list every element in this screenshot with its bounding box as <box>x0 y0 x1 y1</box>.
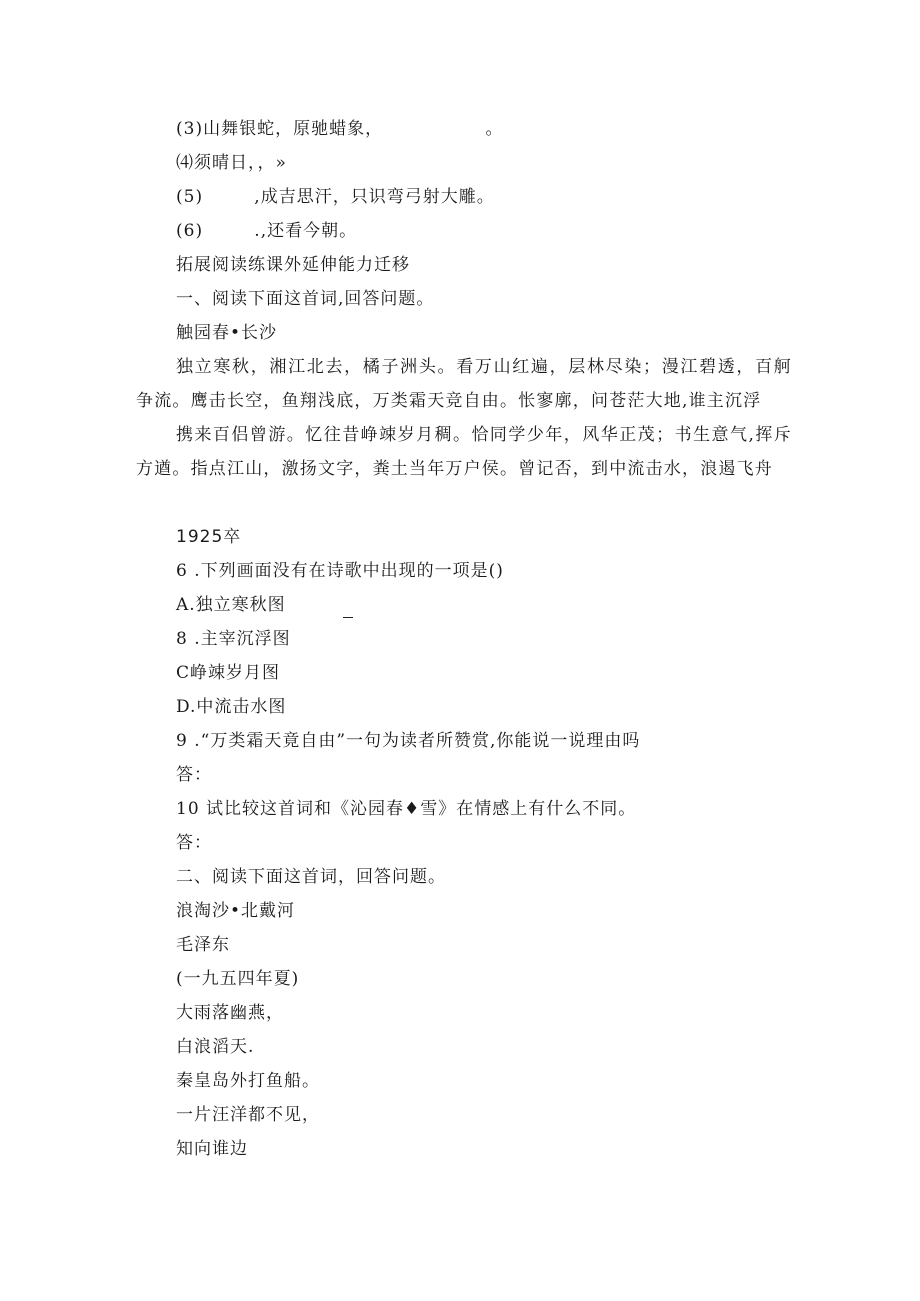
option-b: 8 .主宰沉浮图 <box>176 629 291 649</box>
fill-blank-line-3: (3)山舞银蛇，原驰蜡象， 。 <box>176 119 504 139</box>
poem1-paragraph-1: 独立寒秋，湘江北去，橘子洲头。看万山红遍，层林尽染；漫江碧透，百舸争流。鹰击长空，鱼翔浅底，万类霜天竞自由。怅寥廓，问苍茫大地,谁主沉浮 <box>136 357 792 411</box>
answer-9-label: 答： <box>176 765 212 785</box>
fill-blank-line-4: ⑷须晴日，，» <box>176 153 287 173</box>
option-d: D.中流击水图 <box>176 697 287 717</box>
poem-verse: 一片汪洋都不见， <box>176 1105 320 1125</box>
reading-instruction-2: 二、阅读下面这首词，回答问题。 <box>176 867 446 887</box>
answer-blank <box>343 603 353 618</box>
question-6: 6 .下列画面没有在诗歌中出现的一项是() <box>176 561 504 581</box>
poem-author: 毛泽东 <box>176 935 230 955</box>
reading-instruction-1: 一、阅读下面这首词,回答问题。 <box>176 289 435 309</box>
poem-verse: 白浪滔天. <box>176 1037 255 1057</box>
poem-verse: 秦皇岛外打鱼船。 <box>176 1071 320 1091</box>
poem-verse: 知向谁边 <box>176 1139 248 1159</box>
question-10: 10 试比较这首词和《沁园春♦雪》在情感上有什么不同。 <box>176 799 637 819</box>
option-c: C峥竦岁月图 <box>176 663 281 683</box>
section-heading-extension: 拓展阅读练课外延伸能力迁移 <box>176 255 410 275</box>
fill-blank-line-5: (5) ,成吉思汗，只识弯弓射大雕。 <box>176 187 495 207</box>
option-a: A.独立寒秋图 <box>176 595 286 615</box>
question-9: 9 .“万类霜天竟自由”一句为读者所赞赏,你能说一说理由吗 <box>176 731 641 751</box>
poem1-paragraph-2: 携来百侣曾游。忆往昔峥竦岁月稠。恰同学少年，风华正茂；书生意气,挥斥方遒。指点江山，激扬文字，粪土当年万户侯。曾记否，到中流击水，浪遏飞舟 <box>136 425 792 479</box>
poem-title-changsha: 触园春•长沙 <box>176 323 278 343</box>
poem-verse: 大雨落幽燕， <box>176 1003 284 1023</box>
poem-title-beidaihe: 浪淘沙•北戴河 <box>176 901 296 921</box>
poem1-year: 1925卒 <box>176 527 242 547</box>
answer-10-label: 答： <box>176 833 212 853</box>
poem-date: (一九五四年夏) <box>176 969 300 989</box>
fill-blank-line-6: (6) .,还看今朝。 <box>176 221 358 241</box>
